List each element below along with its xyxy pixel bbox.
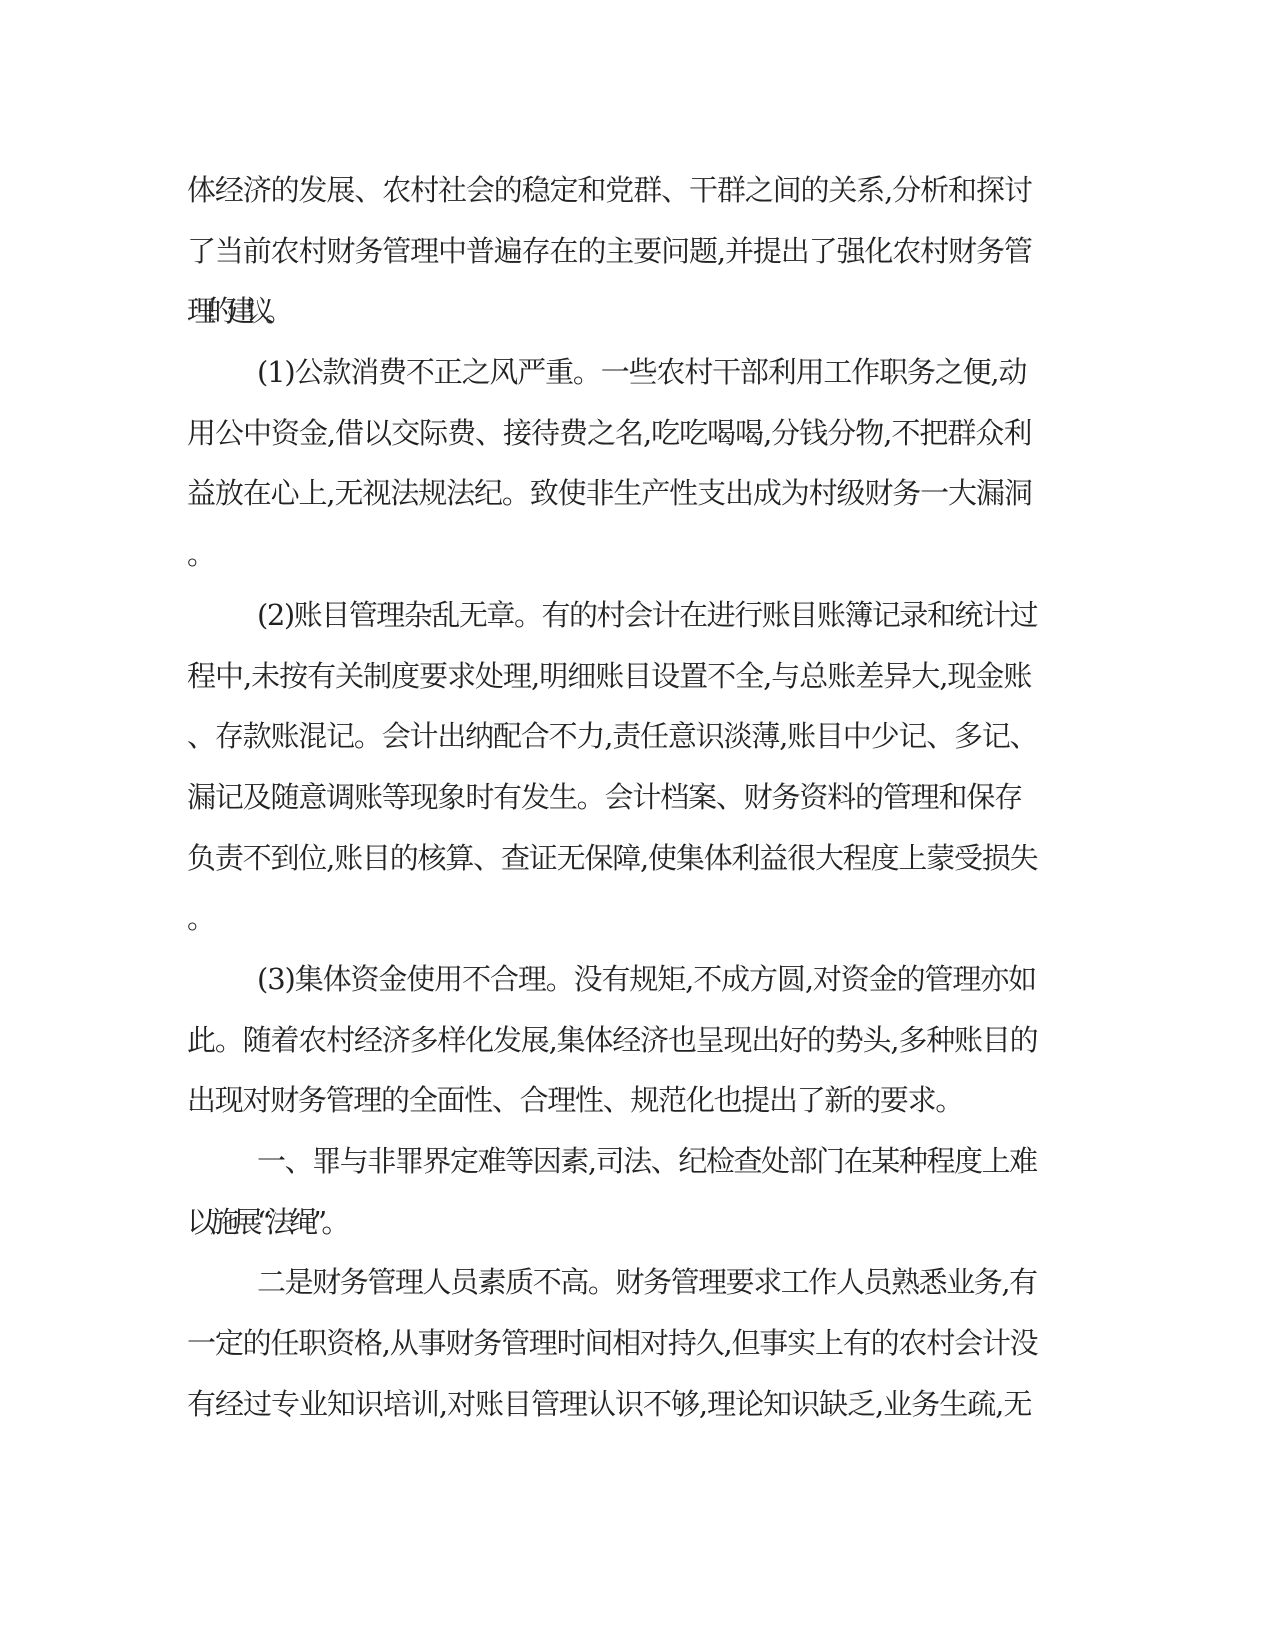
text-line: 一、罪与非罪界定难等因素,司法、纪检查处部门在某种程度上难: [257, 1144, 1037, 1178]
text-line: 负责不到位,账目的核算、查证无保障,使集体利益很大程度上蒙受损失: [187, 840, 1038, 875]
text-line: 此。随着农村经济多样化发展,集体经济也呈现出好的势头,多种账目的: [187, 1022, 1038, 1057]
text-line: 。: [187, 537, 217, 572]
text-line: (2)账目管理杂乱无章。有的村会计在进行账目账簿记录和统计过: [257, 597, 1038, 632]
text-line: 、存款账混记。会计出纳配合不力,责任意识淡薄,账目中少记、多记、: [187, 719, 1038, 754]
text-line: (3)集体资金使用不合理。没有规矩,不成方圆,对资金的管理亦如: [257, 961, 1037, 996]
text-line: 用公中资金,借以交际费、接待费之名,吃吃喝喝,分钱分物,不把群众利: [187, 415, 1032, 450]
text-line: 体经济的发展、农村社会的稳定和党群、干群之间的关系,分析和探讨: [187, 173, 1032, 207]
text-line: 。: [187, 901, 217, 936]
text-line: 一定的任职资格,从事财务管理时间相对持久,但事实上有的农村会计没: [187, 1326, 1038, 1361]
text-line: 了当前农村财务管理中普遍存在的主要问题,并提出了强化农村财务管: [187, 233, 1032, 268]
text-line: 出现对财务管理的全面性、合理性、规范化也提出了新的要求。: [187, 1083, 964, 1118]
text-line: 以施展“法绳”。: [187, 1204, 345, 1239]
text-line: (1)公款消费不正之风严重。一些农村干部利用工作职务之便,动: [257, 355, 1027, 390]
body-text: [187, 160, 1087, 1434]
text-line: 益放在心上,无视法规法纪。致使非生产性支出成为村级财务一大漏洞: [187, 476, 1032, 511]
text-line: 程中,未按有关制度要求处理,明细账目设置不全,与总账差异大,现金账: [187, 658, 1032, 693]
text-line: 漏记及随意调账等现象时有发生。会计档案、财务资料的管理和保存: [187, 779, 1023, 814]
text-line: 二是财务管理人员素质不高。财务管理要求工作人员熟悉业务,有: [257, 1265, 1037, 1300]
text-line: 理的建议。: [187, 294, 285, 329]
text-line: 有经过专业知识培训,对账目管理认识不够,理论知识缺乏,业务生疏,无: [187, 1386, 1032, 1421]
